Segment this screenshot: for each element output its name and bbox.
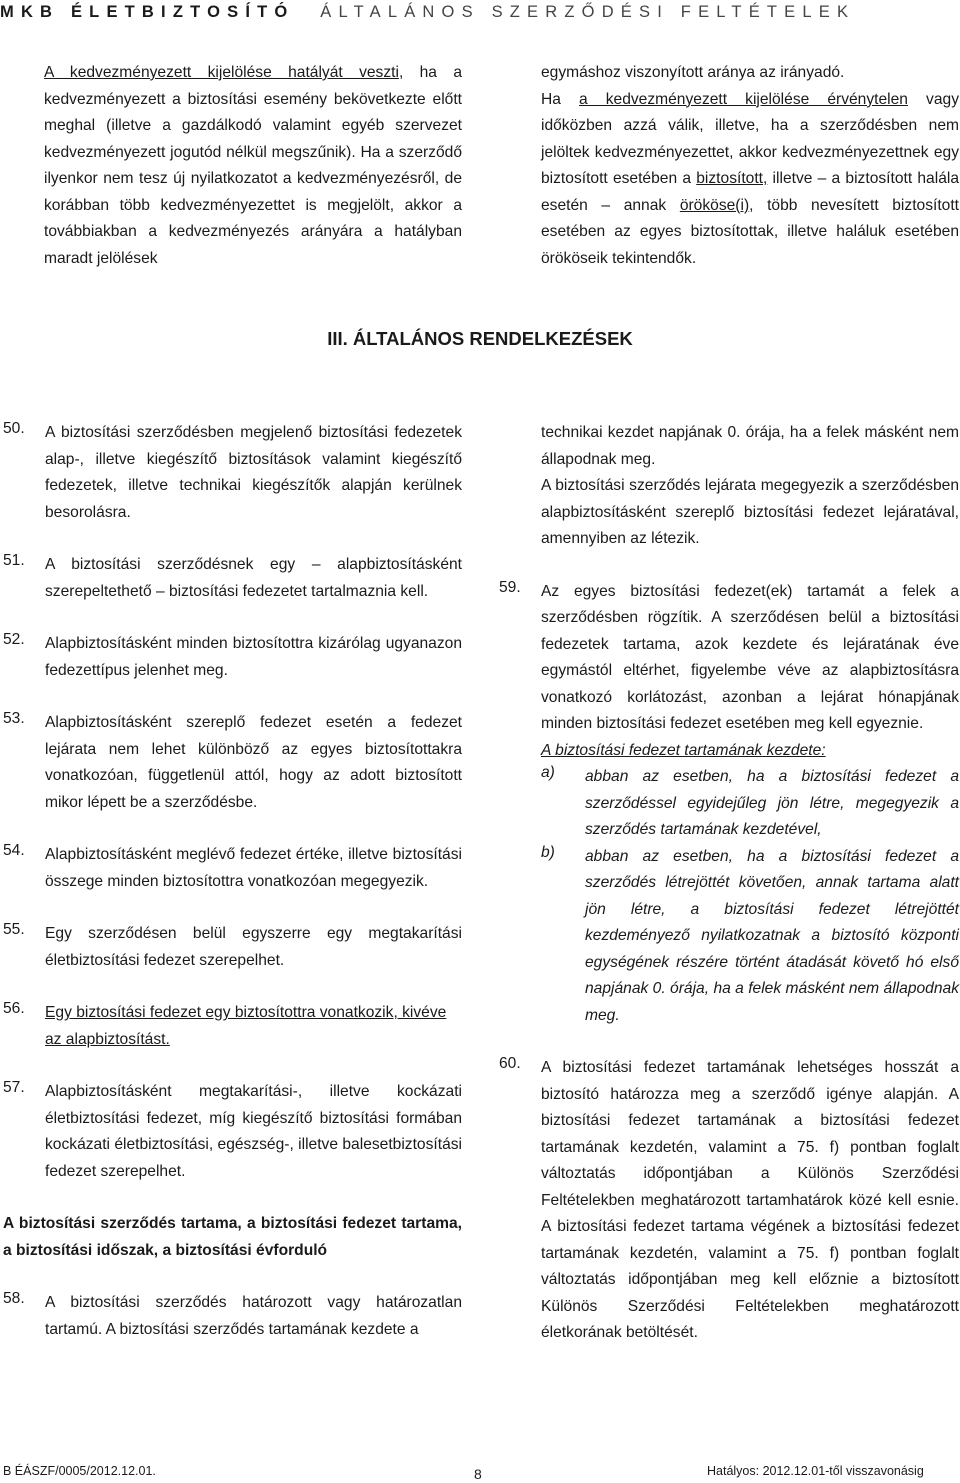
item-text: Alapbiztosításként minden biztosítottra kizárólag ugyanazon fedezettípus jelenhet meg. [45,635,462,679]
list-item [3,1079,462,1185]
insured-underlined: biztosított, [696,170,768,187]
sub-item-text: abban az esetben, ha a biztosítási fedezet a szerződéssel egyidejűleg jön létre, megegyezik a szerződés tartamának kezdetével, [585,768,959,838]
section-title: III. ÁLTALÁNOS RENDELKEZÉSEK [327,328,633,349]
continuation-text-1: technikai kezdet napjának 0. órája, ha a felek másként nem állapodnak meg. [541,424,959,468]
item-text: Egy szerződésen belül egyszerre egy megtakarítási életbiztosítási fedezet szerepelhet. [45,925,462,969]
item-text: A biztosítási szerződés határozott vagy határozatlan tartamú. A biztosítási szerződés tartamának kezdete a [45,1294,462,1338]
item-number: 59. [499,578,521,596]
continuation-block [499,420,959,553]
item-text: A biztosítási szerződésnek egy – alapbiztosításként szerepeltethető – biztosítási fedezetet tartalmaznia kell. [45,556,462,600]
item-text: Alapbiztosításként meglévő fedezet értéke, illetve biztosítási összege minden biztosítottra vonatkozóan megegyezik. [45,846,462,890]
top-right-column [541,60,959,272]
invalid-beneficiary-paragraph [541,87,959,273]
beneficiary-underlined: A kedvezményezett kijelölése hatályát veszti [44,64,399,81]
top-left-column [44,60,462,272]
right-column [499,420,959,1347]
text-fragment: illetve – a biztosított halála esetén – annak [541,170,960,214]
header-title: ÁLTALÁNOS SZERZŐDÉSI FELTÉTELEK [320,3,856,21]
left-column [3,420,462,1343]
sub-item-b [541,844,959,1030]
duration-heading: A biztosítási szerződés tartama, a biztosítási fedezet tartama, a biztosítási időszak, a biztosítási évforduló [3,1215,462,1259]
header-brand: MKB ÉLETBIZTOSÍTÓ [0,3,295,21]
item-number: 51. [3,552,25,569]
page-number: 8 [474,1466,482,1482]
sub-item-label: a) [541,764,555,781]
sub-heading-row [541,738,959,765]
item-number: 57. [3,1079,25,1096]
footer-code: B ÉÁSZF/0005/2012.12.01. [3,1464,156,1478]
item-number: 60. [499,1055,521,1072]
sub-heading: A biztosítási fedezet tartamának kezdete: [541,741,826,759]
item-number: 58. [3,1290,25,1307]
continuation-text-2: A biztosítási szerződés lejárata megegyezik a szerződésben alapbiztosításként szereplő biztosítási fedezet lejáratával, amennyiben az létezik. [541,477,959,547]
list-item [3,921,462,974]
page-header [0,0,960,30]
list-item [3,842,462,895]
item-number: 52. [3,631,25,648]
item-number: 50. [3,420,25,437]
list-item [499,579,959,1030]
item-text: Alapbiztosításként szereplő fedezet esetén a fedezet lejárata nem lehet különböző az egyes biztosítottakra vonatkozóan, függetlenül attól, hogy az adott biztosított mikor lépett be a szerződésbe. [45,714,462,811]
heirs-underlined: örököse(i) [679,196,750,214]
top-right-line1: egymáshoz viszonyított aránya az irányadó. [541,64,845,81]
text-fragment: Ha [541,90,579,108]
item-number: 54. [3,842,25,859]
item-text: A biztosítási szerződésben megjelenő biztosítási fedezetek alap-, illetve kiegészítő biztosítások valamint kiegészítő fedezetek, illetve technikai kiegészítők alapján kerülnek besorolásra. [45,424,462,521]
beneficiary-paragraph [44,60,462,272]
list-item [3,710,462,816]
item-number: 56. [3,1000,25,1017]
footer-validity: Hatályos: 2012.12.01-től visszavonásig [707,1464,924,1478]
list-item [3,1290,462,1343]
sub-item-text: abban az esetben, ha a biztosítási fedezet a szerződés létrejöttét követően, annak tartama alatt jön létre, a biztosítási fedezet létrejöttét kezdeményező nyilatkozatnak a biztosító központi egységének részére történt átadását követő hó első napjának 0. órája, ha a felek másként nem állapodnak meg. [585,847,959,1024]
item-text: Az egyes biztosítási fedezet(ek) tartamát a felek a szerződésben rögzítik. A szerződésen belül a biztosítási fedezetek tartama, azok kezdete és lejáratának éve egymástól eltérhet, figyelembe véve az alapbiztosításra vonatkozó korlátozást, azonban a lejárat hónapjának minden biztosítási fedezet esetében meg kell egyeznie. [541,582,959,732]
list-item [3,1000,462,1053]
list-item [3,420,462,526]
beneficiary-text: , ha a kedvezményezett a biztosítási esemény bekövetkezte előtt meghal (illetve a gazdálkodó valamint egyéb szervezet kedvezményezett jogutód nélkül megszűnik). Ha a szerződő ilyenkor nem tesz új nyilatkozatot a kedvezményezésről, de korábban több kedvezményezettet is megjelölt, akkor a továbbiakban a kedvezményezés arányára a hatályban maradt jelölések [44,64,462,267]
item-number: 55. [3,921,25,938]
text-fragment: vagy időközben azzá válik, illetve, ha a szerződésben nem jelöltek kedvezményezettet, akkor kedvezményezettnek egy biztosított esetében a [541,90,959,187]
item-number: 53. [3,710,25,727]
item-text: Alapbiztosításként megtakarítási-, illetve kockázati életbiztosítási fedezet, míg kiegészítő biztosítási formában kockázati életbiztosítási, egészség-, illetve balesetbiztosítási fedezet szerepelhet. [45,1083,462,1180]
sub-item-label: b) [541,843,555,861]
text-fragment: , több nevesített biztosított esetében az egyes biztosítottak, illetve haláluk esetében örököseik tekintendők. [541,196,959,267]
list-item [3,552,462,605]
invalid-underlined: a kedvezményezett kijelölése érvénytelen [579,90,908,108]
list-item [3,631,462,684]
item-text: Egy biztosítási fedezet egy biztosítottra vonatkozik, kivéve az alapbiztosítást. [45,1004,447,1048]
sub-item-a [541,764,959,844]
list-item [499,1055,959,1347]
item-text: A biztosítási fedezet tartamának lehetséges hosszát a biztosító határozza meg a szerződő igénye alapján. A biztosítási fedezet tartamának a biztosítási fedezet tartamának kezdetén, valamint a 75. f) pontban foglalt változtatás időpontjában a Különös Szerződési Feltételekben meghatározott tartamhatárok közé kell esnie. A biztosítási fedezet tartama végének a biztosítási fedezet tartamának kezdetén, valamint a 75. f) pontban foglalt változtatás időpontjában meg kell előznie a biztosított Különös Szerződési Feltételekben meghatározott életkorának betöltését. [541,1059,959,1341]
